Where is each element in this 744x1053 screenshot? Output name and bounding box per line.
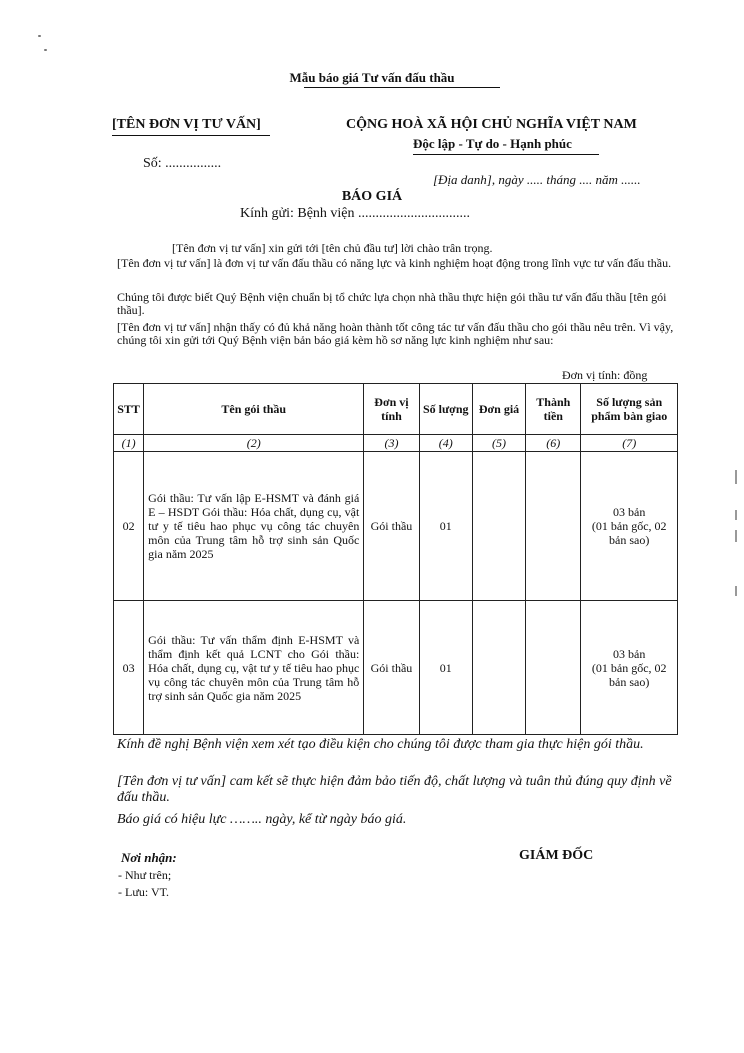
unit-price-cell [472, 452, 525, 601]
column-number: (2) [144, 435, 364, 452]
context-paragraph: Chúng tôi được biết Quý Bệnh viện chuẩn bị tổ chức lựa chọn nhà thầu thực hiện gói thầu tư vấn đấu thầu [tên gói thầu]. [117, 290, 667, 317]
scan-edge-mark [735, 586, 737, 596]
table-row [114, 601, 678, 735]
deliverables-cell [581, 601, 678, 735]
unit-cell: Gói thầu [364, 601, 419, 735]
currency-note: Đơn vị tính: đồng [562, 368, 648, 382]
table-header-row [114, 384, 678, 435]
deliverables-count: 03 bản [613, 505, 646, 519]
deliverables-cell [581, 452, 678, 601]
greeting-paragraph: [Tên đơn vị tư vấn] xin gửi tới [tên chủ đầu tư] lời chào trân trọng. [172, 241, 493, 255]
document-number: Số: ................ [143, 156, 222, 171]
recipients-label: Nơi nhận: [121, 850, 177, 865]
intro-paragraph: [Tên đơn vị tư vấn] là đơn vị tư vấn đấu thầu có năng lực và kinh nghiệm hoạt động trong lĩnh vực tư vấn đấu thầu. [117, 256, 672, 270]
column-number: (7) [581, 435, 678, 452]
consultant-unit-name: [TÊN ĐƠN VỊ TƯ VẤN] [112, 117, 261, 132]
unit-cell: Gói thầu [364, 452, 419, 601]
deliverables-detail: (01 bản gốc, 02 bản sao) [591, 660, 667, 689]
recipient-item: - Như trên; [118, 868, 172, 882]
header-cell: Tên gói thầu [144, 384, 364, 435]
header-cell: Số lượng [419, 384, 472, 435]
quote-table [113, 383, 678, 735]
quote-title: BÁO GIÁ [341, 189, 403, 204]
form-title: Mẫu báo giá Tư vấn đấu thầu [289, 70, 455, 85]
package-name: Gói thầu: Tư vấn thẩm định E-HSMT và thẩm định kết quả LCNT cho Gói thầu: Hóa chất, dụng cụ, vật tư y tế tiêu hao phục vụ công tác chuyên môn của Trung tâm hỗ trợ sinh sản Quốc gia năm 2025 [144, 601, 364, 735]
total-cell [526, 452, 581, 601]
closing-validity: Báo giá có hiệu lực …….. ngày, kể từ ngày báo giá. [117, 812, 407, 827]
table-numbering-row [114, 435, 678, 452]
table-row [114, 452, 678, 601]
unit-name-underline [112, 135, 270, 136]
row-stt: 02 [114, 452, 144, 601]
scan-edge-mark [735, 510, 737, 520]
recipient-item: - Lưu: VT. [118, 885, 170, 899]
recipient-line: Kính gửi: Bệnh viện ................................ [240, 206, 471, 221]
signatory-title: GIÁM ĐỐC [519, 848, 594, 863]
header-cell: Số lượng sản phẩm bàn giao [581, 384, 678, 435]
country-name: CỘNG HOÀ XÃ HỘI CHỦ NGHĨA VIỆT NAM [346, 117, 637, 132]
closing-commitment: [Tên đơn vị tư vấn] cam kết sẽ thực hiện đảm bảo tiến độ, chất lượng và tuân thủ đúng quy định về đấu thầu. [117, 774, 672, 805]
row-stt: 03 [114, 601, 144, 735]
deliverables-count: 03 bản [613, 646, 646, 661]
offer-paragraph: [Tên đơn vị tư vấn] nhận thấy có đủ khả năng hoàn thành tốt công tác tư vấn đấu thầu cho gói thầu nêu trên. Vì vậy, chúng tôi xin gửi tới Quý Bệnh viện bản báo giá kèm hồ sơ năng lực kinh nghiệm như sau: [117, 320, 674, 347]
motto-underline [413, 154, 599, 155]
column-number: (1) [114, 435, 144, 452]
deliverables-detail: (01 bản gốc, 02 bản sao) [591, 519, 667, 547]
header-cell: Đơn giá [472, 384, 525, 435]
column-number: (6) [526, 435, 581, 452]
closing-request: Kính đề nghị Bệnh viện xem xét tạo điều kiện cho chúng tôi được tham gia thực hiện gói thầu. [117, 737, 644, 752]
quantity-cell: 01 [419, 601, 472, 735]
unit-price-cell [472, 601, 525, 735]
header-cell: Thành tiền [526, 384, 581, 435]
scan-edge-mark [735, 530, 737, 542]
scan-edge-mark [735, 470, 737, 484]
header-cell: STT [114, 384, 144, 435]
national-motto: Độc lập - Tự do - Hạnh phúc [413, 136, 572, 151]
scan-speck [38, 35, 41, 37]
column-number: (3) [364, 435, 419, 452]
package-name: Gói thầu: Tư vấn lập E-HSMT và đánh giá E – HSDT Gói thầu: Hóa chất, dụng cụ, vật tư y tế tiêu hao phục vụ công tác chuyên môn của Trung tâm hỗ trợ sinh sản Quốc gia năm 2025 [144, 452, 364, 601]
form-title-underline [304, 87, 500, 88]
total-cell [526, 601, 581, 735]
place-and-date: [Địa danh], ngày ..... tháng .... năm ...... [433, 172, 641, 187]
column-number: (4) [419, 435, 472, 452]
scan-speck [44, 49, 47, 51]
header-cell: Đơn vị tính [364, 384, 419, 435]
column-number: (5) [472, 435, 525, 452]
quantity-cell: 01 [419, 452, 472, 601]
